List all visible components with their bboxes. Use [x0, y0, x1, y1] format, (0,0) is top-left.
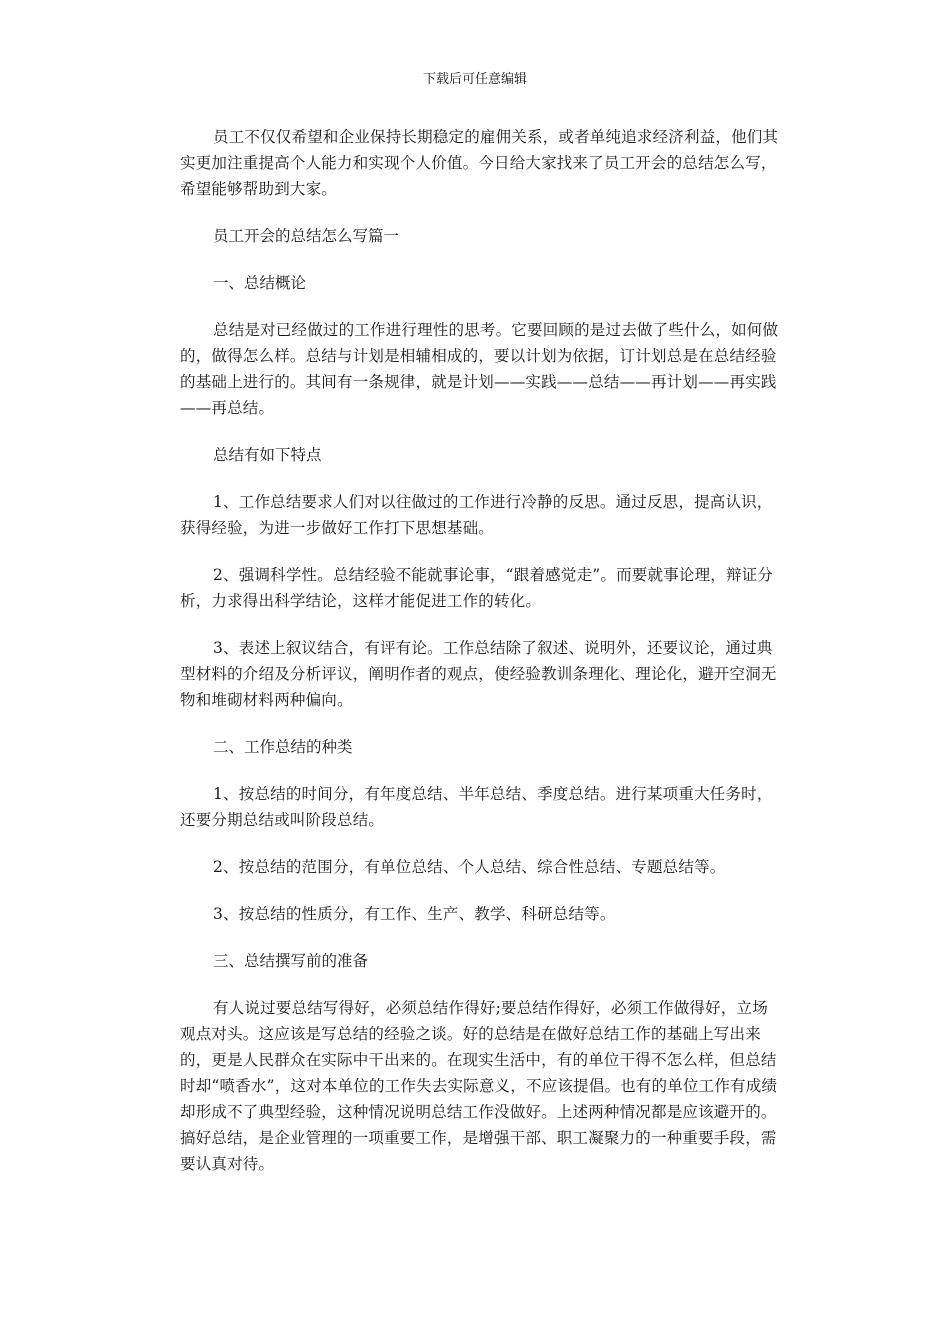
- feature-item-2: 2、强调科学性。总结经验不能就事论事，“跟着感觉走”。而要就事论理，辩证分析，力求得出科学结论，这样才能促进工作的转化。: [180, 566, 774, 610]
- type-item-1: 1、按总结的时间分，有年度总结、半年总结、季度总结。进行某项重大任务时，还要分期总结或叫阶段总结。: [180, 785, 773, 829]
- section-heading-3: 三、总结撰写前的准备: [213, 952, 369, 970]
- feature-item-3: 3、表述上叙议结合，有评有论。工作总结除了叙述、说明外，还要议论，通过典型材料的介绍及分析评议，阐明作者的观点，使经验教训条理化、理论化，避开空洞无物和堆砌材料两种偏向。: [180, 639, 777, 709]
- intro-paragraph: 员工不仅仅希望和企业保持长期稳定的雇佣关系，或者单纯追求经济利益，他们其实更加注重提高个人能力和实现个人价值。今日给大家找来了员工开会的总结怎么写，希望能够帮助到大家。: [180, 128, 779, 198]
- subheading-features: 总结有如下特点: [213, 446, 322, 464]
- paragraph-overview: 总结是对已经做过的工作进行理性的思考。它要回顾的是过去做了些什么，如何做的，做得怎么样。总结与计划是相辅相成的，要以计划为依据，订计划总是在总结经验的基础上进行的。其间有一条规律，就是计划——实践——总结——再计划——再实践——再总结。: [180, 321, 779, 417]
- section-heading-1: 一、总结概论: [213, 274, 307, 292]
- section-heading-2: 二、工作总结的种类: [213, 738, 353, 756]
- type-item-3: 3、按总结的性质分，有工作、生产、教学、科研总结等。: [213, 905, 616, 923]
- document-body: [180, 124, 780, 1198]
- article-heading: 员工开会的总结怎么写篇一: [213, 227, 400, 245]
- header-note: 下载后可任意编辑: [422, 72, 527, 87]
- paragraph-preparation: 有人说过要总结写得好，必须总结作得好;要总结作得好，必须工作做得好，立场观点对头。这应该是写总结的经验之谈。好的总结是在做好总结工作的基础上写出来的，更是人民群众在实际中干出来的。在现实生活中，有的单位干得不怎么样，但总结时却“喷香水”，这对本单位的工作失去实际意义，不应该提倡。也有的单位工作有成绩却形成不了典型经验，这种情况说明总结工作没做好。上述两种情况都是应该避开的。搞好总结，是企业管理的一项重要工作，是增强干部、职工凝聚力的一种重要手段，需要认真对待。: [180, 999, 778, 1173]
- feature-item-1: 1、工作总结要求人们对以往做过的工作进行冷静的反思。通过反思，提高认识，获得经验，为进一步做好工作打下思想基础。: [180, 493, 773, 537]
- type-item-2: 2、按总结的范围分，有单位总结、个人总结、综合性总结、专题总结等。: [213, 858, 726, 876]
